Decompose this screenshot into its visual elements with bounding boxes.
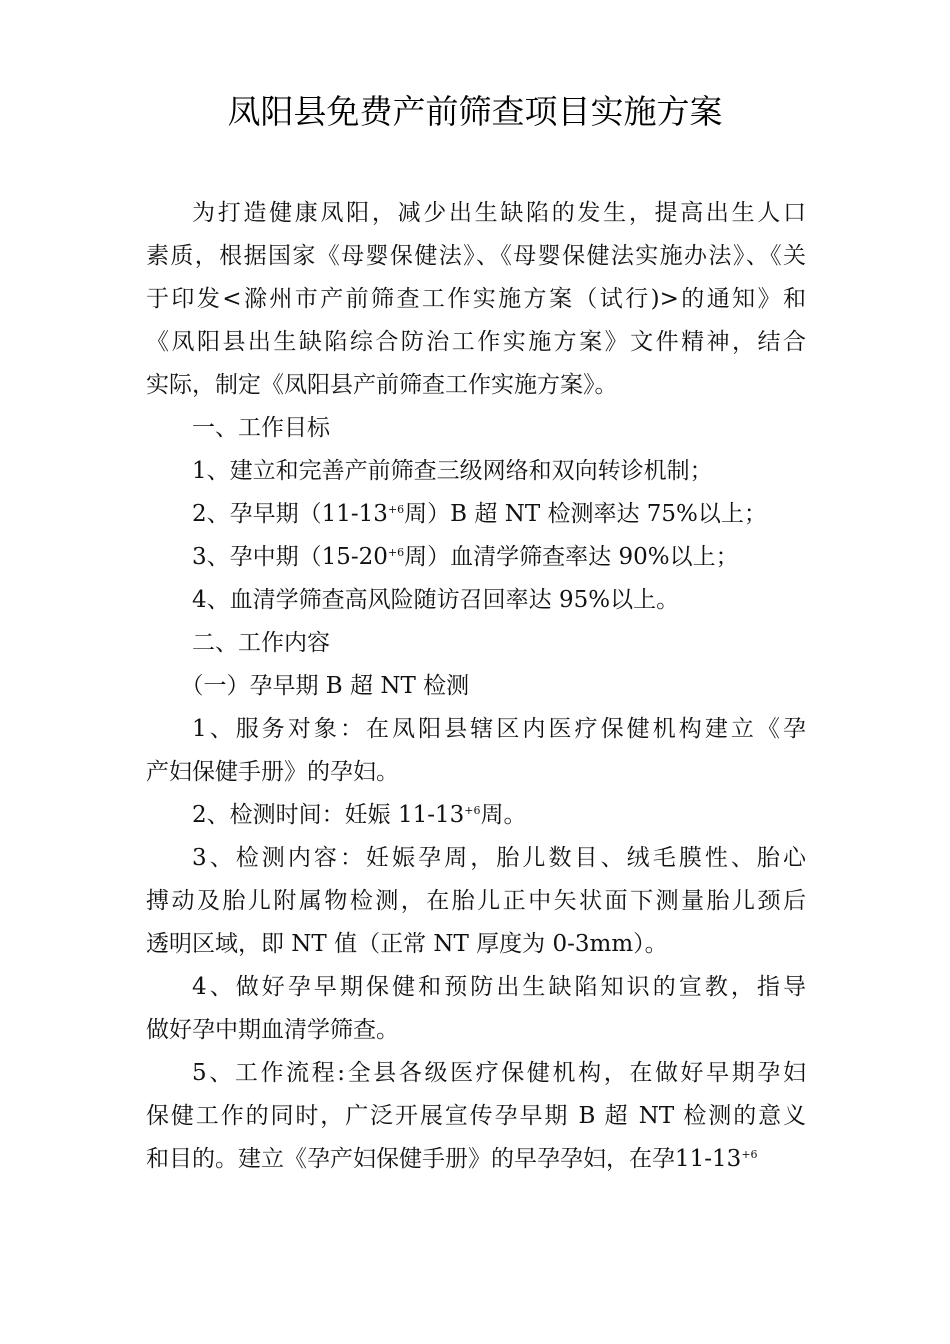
section-heading-content: 二、工作内容 bbox=[192, 630, 330, 656]
item-5-line-3 bbox=[146, 1138, 806, 1181]
item-4-line-1: 4、做好孕早期保健和预防出生缺陷知识的宣教，指导 bbox=[192, 974, 806, 1000]
document-title: 凤阳县免费产前筛查项目实施方案 bbox=[227, 92, 723, 131]
goal-item-4: 4、血清学筛查高风险随访召回率达 95%以上。 bbox=[192, 587, 680, 613]
item-3-line-1: 3、检测内容：妊娠孕周，胎儿数目、绒毛膜性、胎心 bbox=[192, 845, 806, 871]
intro-line-2: 素质，根据国家《母婴保健法》、《母婴保健法实施办法》、《关 bbox=[146, 243, 806, 269]
item-3-line-2: 搏动及胎儿附属物检测，在胎儿正中矢状面下测量胎儿颈后 bbox=[146, 888, 806, 914]
section-heading-goals: 一、工作目标 bbox=[192, 415, 330, 441]
content-item-5 bbox=[146, 1052, 806, 1181]
content-item-1 bbox=[146, 708, 806, 794]
goal-3-text-b: 周）血清学筛查率达 90%以上； bbox=[404, 544, 739, 570]
item-5-line-1: 5、工作流程:全县各级医疗保健机构，在做好早期孕妇 bbox=[192, 1060, 806, 1086]
intro-line-5: 实际，制定《凤阳县产前筛查工作实施方案》。 bbox=[146, 372, 618, 398]
goal-item-1: 1、建立和完善产前筛查三级网络和双向转诊机制； bbox=[192, 458, 713, 484]
item-5-line-3-text: 和目的。建立《孕产妇保健手册》的早孕孕妇，在孕11-13 bbox=[146, 1146, 742, 1172]
intro-line-1: 为打造健康凤阳，减少出生缺陷的发生，提高出生人口 bbox=[192, 200, 806, 226]
goal-item-3 bbox=[146, 536, 806, 579]
goal-3-superscript: +6 bbox=[387, 546, 405, 559]
goal-2-text-b: 周）B 超 NT 检测率达 75%以上； bbox=[404, 501, 767, 527]
goal-3-text-a: 3、孕中期（15-20 bbox=[192, 544, 388, 570]
goal-2-superscript: +6 bbox=[387, 503, 405, 516]
document-body bbox=[146, 192, 806, 1181]
intro-paragraph bbox=[146, 192, 806, 407]
item-4-line-2: 做好孕中期血清学筛查。 bbox=[146, 1017, 399, 1043]
goal-item-2 bbox=[146, 493, 806, 536]
item-5-line-2: 保健工作的同时，广泛开展宣传孕早期 B 超 NT 检测的意义 bbox=[146, 1103, 806, 1129]
item-5-superscript: +6 bbox=[741, 1148, 758, 1161]
sub-heading-nt-detection: （一）孕早期 B 超 NT 检测 bbox=[180, 673, 470, 699]
item-2-text-b: 周。 bbox=[480, 802, 527, 828]
item-1-line-1: 1、服务对象：在凤阳县辖区内医疗保健机构建立《孕 bbox=[192, 716, 806, 742]
item-3-line-3: 透明区域，即 NT 值（正常 NT 厚度为 0-3mm）。 bbox=[146, 931, 668, 957]
content-item-4 bbox=[146, 966, 806, 1052]
intro-line-3: 于印发<滁州市产前筛查工作实施方案（试行)>的通知》和 bbox=[146, 286, 806, 312]
content-item-2 bbox=[146, 794, 806, 837]
item-2-superscript: +6 bbox=[464, 804, 481, 817]
item-2-text-a: 2、检测时间：妊娠 11-13 bbox=[192, 802, 465, 828]
content-item-3 bbox=[146, 837, 806, 966]
goal-2-text-a: 2、孕早期（11-13 bbox=[192, 501, 388, 527]
intro-line-4: 《凤阳县出生缺陷综合防治工作实施方案》文件精神，结合 bbox=[146, 329, 806, 355]
item-1-line-2: 产妇保健手册》的孕妇。 bbox=[146, 759, 399, 785]
